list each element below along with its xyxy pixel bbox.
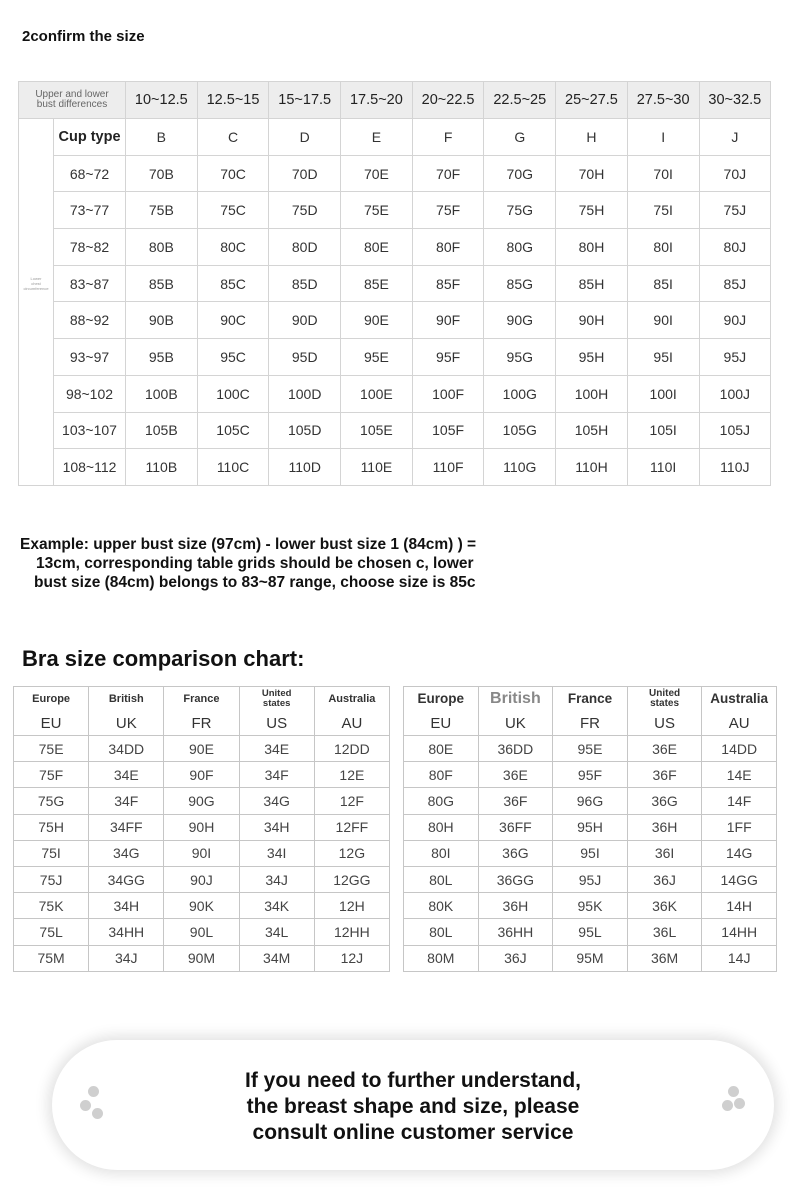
size-cell: 12GG xyxy=(314,866,389,892)
table-row xyxy=(404,814,777,840)
difference-header: 30~32.5 xyxy=(699,82,771,119)
size-cell: 75I xyxy=(627,192,699,229)
size-cell: 110D xyxy=(269,449,341,486)
size-cell: 75F xyxy=(412,192,484,229)
size-cell: 34DD xyxy=(89,736,164,762)
size-cell: 36K xyxy=(627,893,702,919)
size-cell: 80E xyxy=(404,736,479,762)
size-cell: 95I xyxy=(553,840,628,866)
table-row xyxy=(404,736,777,762)
size-cell: 34E xyxy=(239,736,314,762)
banner-line-1: If you need to further understand, xyxy=(244,1069,581,1092)
difference-header: 17.5~20 xyxy=(341,82,413,119)
size-cell: 105F xyxy=(412,412,484,449)
comparison-title: Bra size comparison chart: xyxy=(22,646,305,671)
table-row xyxy=(19,412,771,449)
size-cell: 80G xyxy=(404,788,479,814)
size-cell: 12F xyxy=(314,788,389,814)
country-code: FR xyxy=(553,711,628,736)
country-name-line: Europe xyxy=(417,691,465,706)
size-cell: 70J xyxy=(699,155,771,192)
side-label-line: chest xyxy=(31,281,41,287)
size-cell: 34E xyxy=(89,762,164,788)
size-cell: 36G xyxy=(627,788,702,814)
corner-label xyxy=(19,82,126,119)
side-label-cell xyxy=(19,192,54,229)
size-cell: 105J xyxy=(699,412,771,449)
size-cell: 36L xyxy=(627,919,702,945)
size-cell: 110B xyxy=(126,449,198,486)
side-label-cell xyxy=(19,302,54,339)
size-cell: 96G xyxy=(553,788,628,814)
size-cell: 14E xyxy=(702,762,777,788)
size-cell: 36E xyxy=(478,762,553,788)
size-cell: 12E xyxy=(314,762,389,788)
difference-header-row xyxy=(19,82,771,119)
size-cell: 70E xyxy=(341,155,413,192)
size-cell: 36H xyxy=(627,814,702,840)
country-name-line: France xyxy=(183,693,220,705)
country-code: US xyxy=(627,711,702,736)
example-text xyxy=(20,535,620,592)
size-cell: 100H xyxy=(556,375,628,412)
size-cell: 75L xyxy=(14,919,89,945)
size-cell: 95H xyxy=(553,814,628,840)
size-cell: 70B xyxy=(126,155,198,192)
size-cell: 80L xyxy=(404,866,479,892)
size-cell: 90C xyxy=(197,302,269,339)
comparison-table-left xyxy=(13,686,390,972)
side-label-cell xyxy=(19,449,54,486)
size-cell: 12H xyxy=(314,893,389,919)
corner-label-line: Upper and lower xyxy=(35,89,109,100)
size-cell: 36F xyxy=(478,788,553,814)
country-header xyxy=(164,687,239,712)
size-cell: 75B xyxy=(126,192,198,229)
size-cell: 80J xyxy=(699,229,771,266)
size-cell: 105D xyxy=(269,412,341,449)
size-cell: 100I xyxy=(627,375,699,412)
size-cell: 34M xyxy=(239,945,314,971)
size-cell: 80E xyxy=(341,229,413,266)
size-cell: 80H xyxy=(556,229,628,266)
country-name-line: United xyxy=(261,688,292,699)
side-label-cell xyxy=(19,339,54,376)
band-range: 93~97 xyxy=(54,339,126,376)
band-range: 108~112 xyxy=(54,449,126,486)
step-heading: 2confirm the size xyxy=(22,28,145,45)
size-cell: 36E xyxy=(627,736,702,762)
size-cell: 95D xyxy=(269,339,341,376)
band-range: 73~77 xyxy=(54,192,126,229)
size-cell: 34G xyxy=(239,788,314,814)
country-header xyxy=(89,687,164,712)
country-header xyxy=(702,687,777,712)
country-header xyxy=(404,687,479,712)
size-cell: 95E xyxy=(553,736,628,762)
country-name-line: Australia xyxy=(710,691,769,706)
cup-letter: G xyxy=(484,119,556,156)
size-cell: 70F xyxy=(412,155,484,192)
size-cell: 70C xyxy=(197,155,269,192)
size-cell: 95I xyxy=(627,339,699,376)
country-name-line: British xyxy=(490,690,541,707)
table-row xyxy=(19,375,771,412)
country-name-line: France xyxy=(567,691,613,706)
size-cell: 90K xyxy=(164,893,239,919)
country-header xyxy=(478,687,553,712)
table-row xyxy=(404,788,777,814)
size-cell: 34GG xyxy=(89,866,164,892)
size-cell: 85I xyxy=(627,265,699,302)
size-cell: 100J xyxy=(699,375,771,412)
cup-type-label: Cup type xyxy=(54,119,126,156)
size-cell: 12J xyxy=(314,945,389,971)
band-range: 103~107 xyxy=(54,412,126,449)
size-cell: 110J xyxy=(699,449,771,486)
size-cell: 75I xyxy=(14,840,89,866)
size-cell: 110I xyxy=(627,449,699,486)
size-cell: 80F xyxy=(412,229,484,266)
table-row xyxy=(19,449,771,486)
size-cell: 80M xyxy=(404,945,479,971)
size-cell: 90E xyxy=(164,736,239,762)
table-row xyxy=(19,192,771,229)
country-name-line: states xyxy=(650,698,680,709)
size-cell: 95M xyxy=(553,945,628,971)
side-label-line: circumference xyxy=(23,286,49,292)
size-cell: 85H xyxy=(556,265,628,302)
table-row xyxy=(19,302,771,339)
size-cell: 36I xyxy=(627,840,702,866)
size-cell: 85E xyxy=(341,265,413,302)
size-cell: 75G xyxy=(484,192,556,229)
size-cell: 75E xyxy=(341,192,413,229)
size-cell: 80H xyxy=(404,814,479,840)
band-range: 88~92 xyxy=(54,302,126,339)
size-cell: 105G xyxy=(484,412,556,449)
size-cell: 80G xyxy=(484,229,556,266)
side-label-cell xyxy=(19,265,54,302)
side-label-cell xyxy=(19,229,54,266)
size-cell: 90F xyxy=(164,762,239,788)
country-row xyxy=(404,687,777,712)
size-cell: 80D xyxy=(269,229,341,266)
size-cell: 95J xyxy=(699,339,771,376)
size-cell: 95L xyxy=(553,919,628,945)
size-cell: 95B xyxy=(126,339,198,376)
size-cell: 95G xyxy=(484,339,556,376)
banner-line-2: the breast shape and size, please xyxy=(246,1095,580,1118)
size-cell: 80I xyxy=(627,229,699,266)
size-cell: 14GG xyxy=(702,866,777,892)
cup-letter: E xyxy=(341,119,413,156)
cup-letter: C xyxy=(197,119,269,156)
size-cell: 95C xyxy=(197,339,269,376)
country-name-line: states xyxy=(262,698,291,709)
size-cell: 100F xyxy=(412,375,484,412)
difference-header: 15~17.5 xyxy=(269,82,341,119)
side-label-cell xyxy=(19,375,54,412)
size-cell: 95F xyxy=(412,339,484,376)
example-line-3: bust size (84cm) belongs to 83~87 range, choose size is 85c xyxy=(34,574,476,591)
size-cell: 85F xyxy=(412,265,484,302)
banner-text xyxy=(52,1068,774,1146)
size-cell: 75H xyxy=(556,192,628,229)
size-cell: 85D xyxy=(269,265,341,302)
table-row xyxy=(19,339,771,376)
country-header xyxy=(553,687,628,712)
size-cell: 95K xyxy=(553,893,628,919)
difference-header: 12.5~15 xyxy=(197,82,269,119)
size-cell: 90H xyxy=(164,814,239,840)
cup-type-row xyxy=(19,119,771,156)
size-cell: 34I xyxy=(239,840,314,866)
country-code: EU xyxy=(404,711,479,736)
size-cell: 14DD xyxy=(702,736,777,762)
table-row xyxy=(404,762,777,788)
size-cell: 34J xyxy=(239,866,314,892)
size-cell: 90J xyxy=(699,302,771,339)
code-row xyxy=(404,711,777,736)
size-cell: 34HH xyxy=(89,919,164,945)
size-cell: 100C xyxy=(197,375,269,412)
size-cell: 80K xyxy=(404,893,479,919)
size-cell: 75C xyxy=(197,192,269,229)
size-cell: 70D xyxy=(269,155,341,192)
country-name-line: British xyxy=(108,693,144,705)
size-cell: 80L xyxy=(404,919,479,945)
size-cell: 34G xyxy=(89,840,164,866)
customer-service-banner xyxy=(52,1040,774,1170)
size-cell: 34F xyxy=(239,762,314,788)
size-cell: 90G xyxy=(164,788,239,814)
size-cell: 36DD xyxy=(478,736,553,762)
band-range: 98~102 xyxy=(54,375,126,412)
size-cell: 95J xyxy=(553,866,628,892)
cup-letter: I xyxy=(627,119,699,156)
size-cell: 90F xyxy=(412,302,484,339)
table-row xyxy=(404,945,777,971)
cup-letter: B xyxy=(126,119,198,156)
size-cell: 12FF xyxy=(314,814,389,840)
size-cell: 80C xyxy=(197,229,269,266)
size-cell: 90H xyxy=(556,302,628,339)
size-cell: 75M xyxy=(14,945,89,971)
size-cell: 36M xyxy=(627,945,702,971)
size-cell: 90G xyxy=(484,302,556,339)
country-code: AU xyxy=(314,711,389,736)
size-cell: 110G xyxy=(484,449,556,486)
size-cell: 90D xyxy=(269,302,341,339)
size-cell: 36HH xyxy=(478,919,553,945)
side-label-line: Lower xyxy=(30,276,42,282)
size-cell: 36H xyxy=(478,893,553,919)
size-cell: 14G xyxy=(702,840,777,866)
size-cell: 90B xyxy=(126,302,198,339)
table-row xyxy=(404,893,777,919)
size-cell: 110E xyxy=(341,449,413,486)
size-cell: 75F xyxy=(14,762,89,788)
country-name-line: Europe xyxy=(32,693,71,705)
size-cell: 14F xyxy=(702,788,777,814)
size-cell: 75J xyxy=(14,866,89,892)
size-cell: 75D xyxy=(269,192,341,229)
size-cell: 105C xyxy=(197,412,269,449)
size-cell: 75E xyxy=(14,736,89,762)
size-cell: 105H xyxy=(556,412,628,449)
size-cell: 90M xyxy=(164,945,239,971)
difference-header: 27.5~30 xyxy=(627,82,699,119)
example-line-1: Example: upper bust size (97cm) - lower bust size 1 (84cm) ) = xyxy=(20,536,477,553)
size-cell: 95F xyxy=(553,762,628,788)
size-cell: 105B xyxy=(126,412,198,449)
size-cell: 80B xyxy=(126,229,198,266)
size-cell: 1FF xyxy=(702,814,777,840)
table-row xyxy=(19,265,771,302)
size-cell: 90I xyxy=(627,302,699,339)
size-cell: 80I xyxy=(404,840,479,866)
band-range: 68~72 xyxy=(54,155,126,192)
table-row xyxy=(14,893,390,919)
country-header xyxy=(314,687,389,712)
size-cell: 14J xyxy=(702,945,777,971)
difference-header: 20~22.5 xyxy=(412,82,484,119)
size-cell: 100D xyxy=(269,375,341,412)
example-line-2: 13cm, corresponding table grids should be chosen c, lower xyxy=(36,555,474,572)
difference-header: 22.5~25 xyxy=(484,82,556,119)
table-row xyxy=(14,840,390,866)
table-row xyxy=(404,919,777,945)
difference-header: 10~12.5 xyxy=(126,82,198,119)
size-cell: 110C xyxy=(197,449,269,486)
size-cell: 90E xyxy=(341,302,413,339)
size-cell: 36FF xyxy=(478,814,553,840)
table-row xyxy=(14,788,390,814)
difference-header: 25~27.5 xyxy=(556,82,628,119)
size-cell: 80F xyxy=(404,762,479,788)
size-cell: 100B xyxy=(126,375,198,412)
table-row xyxy=(14,736,390,762)
country-name-line: Australia xyxy=(328,693,376,705)
size-cell: 75H xyxy=(14,814,89,840)
cup-letter: H xyxy=(556,119,628,156)
size-cell: 12HH xyxy=(314,919,389,945)
size-cell: 70I xyxy=(627,155,699,192)
size-cell: 34J xyxy=(89,945,164,971)
size-cell: 85C xyxy=(197,265,269,302)
size-cell: 36J xyxy=(478,945,553,971)
comparison-table-right xyxy=(403,686,777,972)
table-row xyxy=(14,919,390,945)
country-header xyxy=(14,687,89,712)
size-cell: 34L xyxy=(239,919,314,945)
table-row xyxy=(19,229,771,266)
side-label-cell xyxy=(19,412,54,449)
size-cell: 70H xyxy=(556,155,628,192)
size-cell: 75G xyxy=(14,788,89,814)
band-range: 78~82 xyxy=(54,229,126,266)
size-cell: 34K xyxy=(239,893,314,919)
table-row xyxy=(404,866,777,892)
band-range: 83~87 xyxy=(54,265,126,302)
table-row xyxy=(14,866,390,892)
table-row xyxy=(14,814,390,840)
size-cell: 14H xyxy=(702,893,777,919)
banner-line-3: consult online customer service xyxy=(252,1121,574,1144)
table-row xyxy=(14,945,390,971)
country-code: EU xyxy=(14,711,89,736)
country-name-line: United xyxy=(649,688,681,699)
size-cell: 36G xyxy=(478,840,553,866)
side-label-cell xyxy=(19,155,54,192)
country-code: UK xyxy=(478,711,553,736)
code-row xyxy=(14,711,390,736)
size-cell: 90L xyxy=(164,919,239,945)
size-cell: 34H xyxy=(239,814,314,840)
table-row xyxy=(404,840,777,866)
size-cell: 36J xyxy=(627,866,702,892)
size-cell: 110F xyxy=(412,449,484,486)
size-cell: 34F xyxy=(89,788,164,814)
size-cell: 36GG xyxy=(478,866,553,892)
size-cell: 95H xyxy=(556,339,628,376)
size-cell: 36F xyxy=(627,762,702,788)
size-cell: 75J xyxy=(699,192,771,229)
cup-size-table xyxy=(18,81,771,486)
size-cell: 70G xyxy=(484,155,556,192)
size-cell: 100E xyxy=(341,375,413,412)
size-cell: 14HH xyxy=(702,919,777,945)
size-cell: 85G xyxy=(484,265,556,302)
size-cell: 90I xyxy=(164,840,239,866)
size-cell: 90J xyxy=(164,866,239,892)
cup-letter: F xyxy=(412,119,484,156)
size-cell: 75K xyxy=(14,893,89,919)
side-label-cell xyxy=(19,119,54,156)
country-code: US xyxy=(239,711,314,736)
cup-letter: D xyxy=(269,119,341,156)
size-cell: 105E xyxy=(341,412,413,449)
size-cell: 85B xyxy=(126,265,198,302)
size-cell: 110H xyxy=(556,449,628,486)
country-code: FR xyxy=(164,711,239,736)
country-row xyxy=(14,687,390,712)
cup-letter: J xyxy=(699,119,771,156)
country-header xyxy=(627,687,702,712)
size-cell: 12DD xyxy=(314,736,389,762)
size-cell: 12G xyxy=(314,840,389,866)
size-cell: 100G xyxy=(484,375,556,412)
size-cell: 34H xyxy=(89,893,164,919)
country-code: UK xyxy=(89,711,164,736)
size-cell: 34FF xyxy=(89,814,164,840)
country-header xyxy=(239,687,314,712)
country-code: AU xyxy=(702,711,777,736)
size-cell: 95E xyxy=(341,339,413,376)
size-cell: 105I xyxy=(627,412,699,449)
size-cell: 85J xyxy=(699,265,771,302)
table-row xyxy=(19,155,771,192)
table-row xyxy=(14,762,390,788)
corner-label-line: bust differences xyxy=(36,99,108,110)
